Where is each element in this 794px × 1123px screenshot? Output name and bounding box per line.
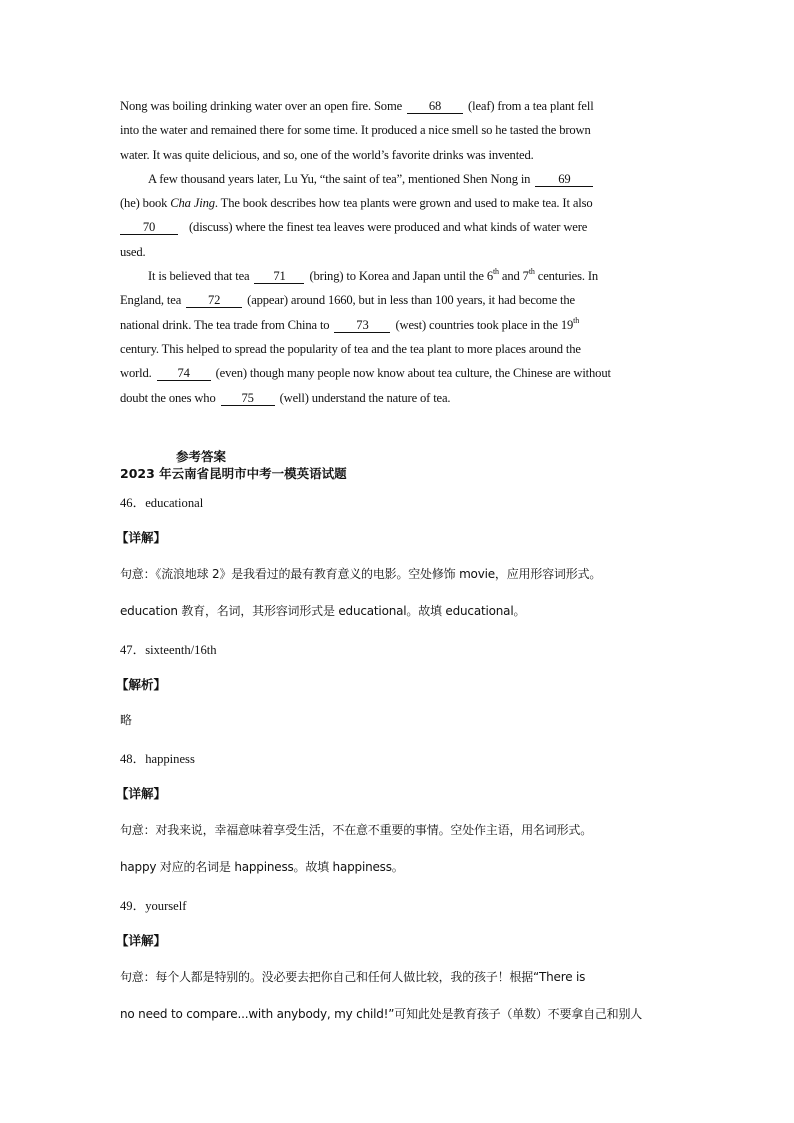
superscript: th [573,315,580,325]
cloze-passage [120,94,680,410]
blank-73[interactable]: 73 [334,318,390,333]
text: It is believed that tea [148,269,250,284]
passage-line [120,264,680,288]
text: doubt the ones who [120,390,216,405]
passage-line [120,361,680,385]
answer-46-tag: 【详解】 [116,530,167,545]
answer-key-title: 参考答案 [176,449,227,464]
book-title: Cha Jing [170,196,215,211]
passage-line: century. This helped to spread the popularity of tea and the tea plant to more places around the [120,341,581,356]
passage-line: used. [120,244,146,259]
answer-48-explanation: 句意：对我来说，幸福意味着享受生活，不在意不重要的事情。空处作主语，用名词形式。 [120,823,593,837]
text: centuries. In [534,269,599,284]
passage-line: water. It was quite delicious, and so, one of the world’s favorite drinks was invented. [120,147,534,162]
passage-line [120,313,680,337]
text: (well) understand the nature of tea. [279,390,451,405]
blank-72[interactable]: 72 [186,293,242,308]
answer-48-explanation: happy 对应的名词是 happiness。故填 happiness。 [120,860,404,874]
text: (bring) to Korea and Japan until the 6 [309,269,493,284]
passage-line [120,167,680,191]
passage-line [120,191,680,215]
text: national drink. The tea trade from China to [120,317,330,332]
superscript: th [528,267,535,277]
answer-46-number: 46．educational [120,496,204,510]
text: world. [120,366,152,381]
answer-46-explanation: education 教育，名词，其形容词形式是 educational。故填 educational。 [120,604,526,618]
answer-49-number: 49．yourself [120,899,187,913]
answer-48-tag: 【详解】 [116,786,167,801]
blank-69[interactable]: 69 [535,172,593,187]
text: . The book describes how tea plants were grown and used to make tea. It also [214,196,593,211]
blank-75[interactable]: 75 [221,391,275,406]
text: (leaf) from a tea plant fell [468,99,594,113]
blank-70[interactable]: 70 [120,220,178,235]
passage-line [120,288,680,312]
text: England, tea [120,293,182,308]
answer-47-number: 47．sixteenth/16th [120,643,217,657]
text: Nong was boiling drinking water over an open fire. Some [120,99,403,113]
text: and 7 [498,269,529,284]
text: (appear) around 1660, but in less than 100 years, it had become the [247,293,575,308]
answer-48-number: 48．happiness [120,752,195,766]
exam-title: 2023 年云南省昆明市中考一模英语试题 [120,466,347,481]
blank-71[interactable]: 71 [254,269,304,284]
text: (discuss) where the finest tea leaves were produced and what kinds of water were [189,220,588,235]
text: (west) countries took place in the 19 [395,317,574,332]
answer-49-explanation: 句意：每个人都是特别的。没必要去把你自己和任何人做比较，我的孩子！根据“There is [120,970,586,984]
answer-47-tag: 【解析】 [116,677,167,692]
text: A few thousand years later, Lu Yu, “the saint of tea”, mentioned Shen Nong in [148,171,531,186]
text: (even) though many people now know about tea culture, the Chinese are without [215,366,611,381]
answer-47-explanation: 略 [120,713,132,727]
passage-line: into the water and remained there for some time. It produced a nice smell so he tasted the brown [120,123,591,138]
answer-heading [120,448,680,482]
answer-49-tag: 【详解】 [116,933,167,948]
superscript: th [492,267,499,277]
blank-74[interactable]: 74 [157,366,211,381]
passage-line [120,94,680,118]
text: (he) book [120,196,168,211]
passage-line [120,215,680,239]
answer-49-explanation: no need to compare...with anybody, my child!”可知此处是教育孩子（单数）不要拿自己和别人 [120,1007,643,1021]
passage-line [120,386,680,410]
answer-key [116,448,680,1021]
blank-68[interactable]: 68 [407,99,463,114]
answer-46-explanation: 句意：《流浪地球 2》是我看过的最有教育意义的电影。空处修饰 movie，应用形容词形式。 [120,567,602,581]
